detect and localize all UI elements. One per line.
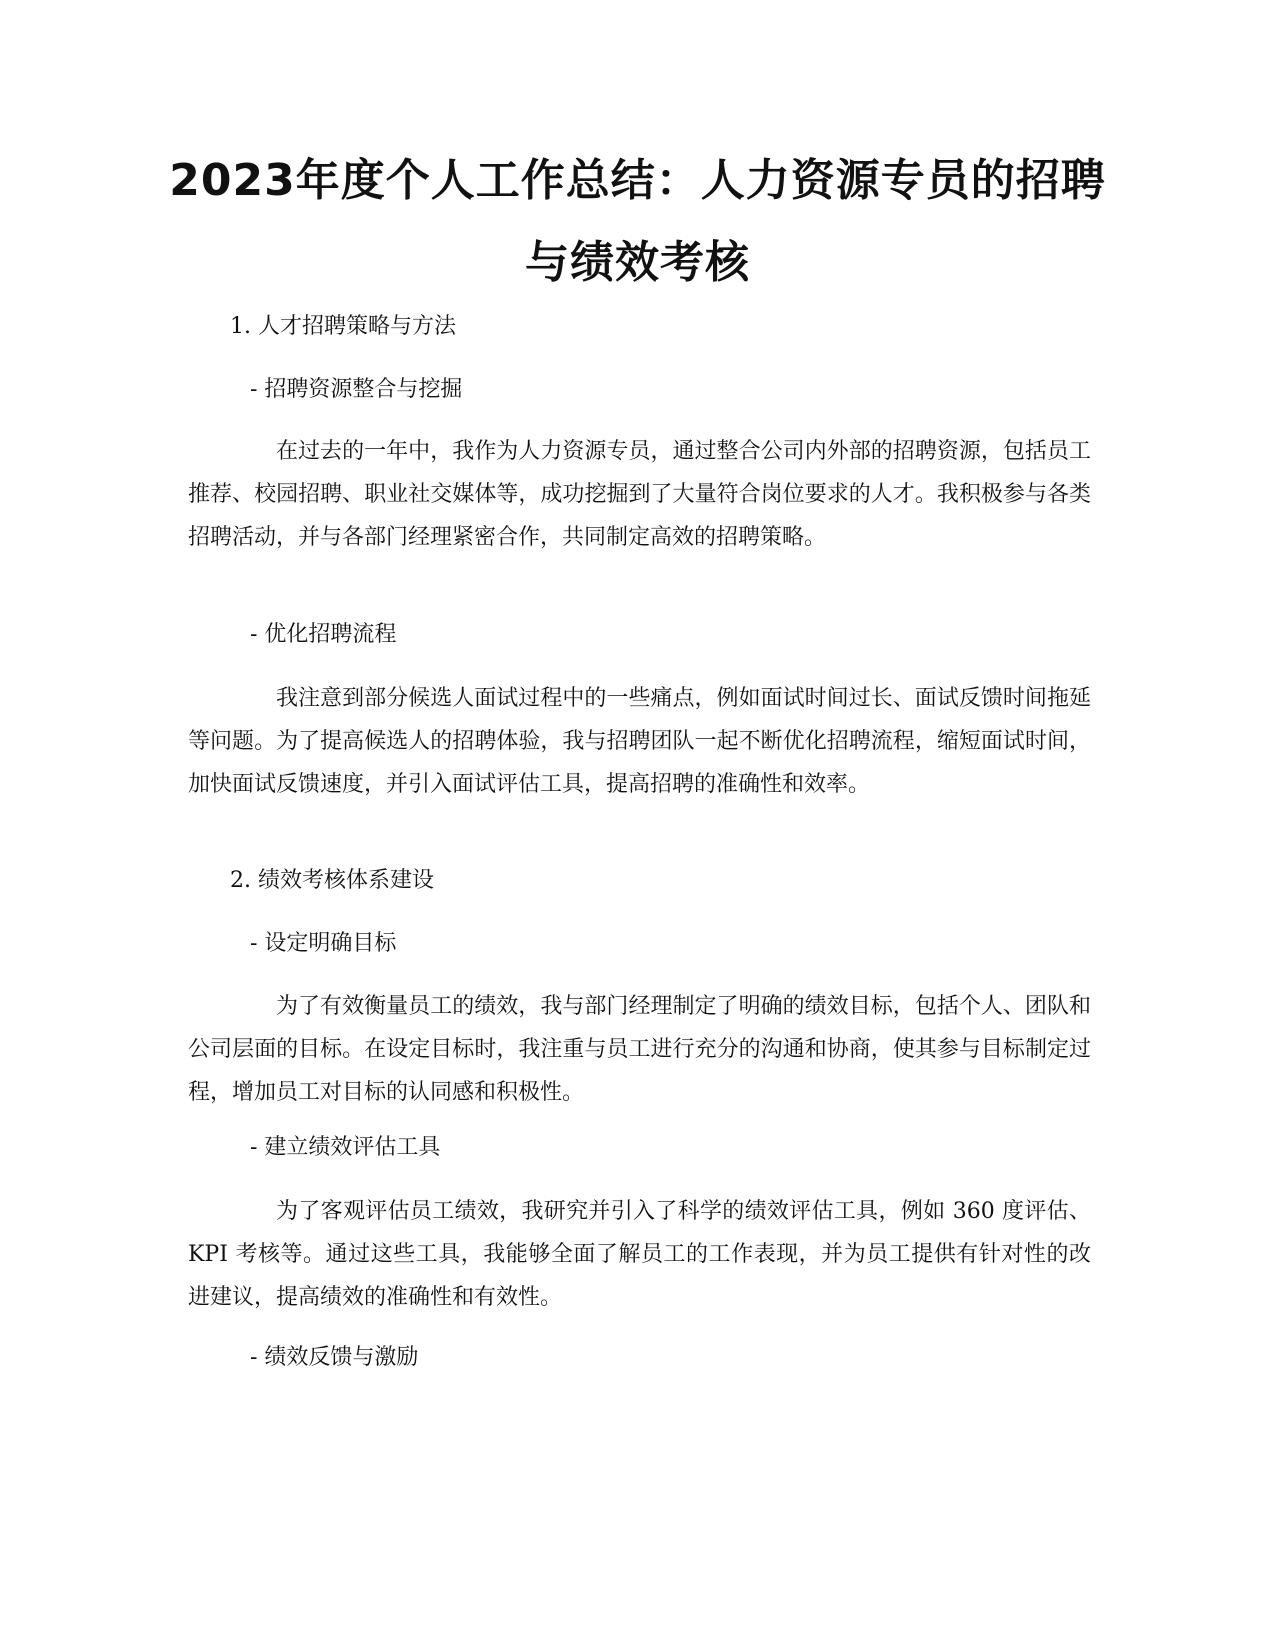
section-heading-1: 1. 人才招聘策略与方法 xyxy=(230,314,456,339)
subheading-recruiting-resources: - 招聘资源整合与挖掘 xyxy=(250,377,463,402)
subheading-evaluation-tools: - 建立绩效评估工具 xyxy=(250,1135,441,1160)
document-title: 2023年度个人工作总结：人力资源专员的招聘与绩效考核 xyxy=(169,155,1106,288)
subheading-set-goals: - 设定明确目标 xyxy=(250,931,397,956)
paragraph-set-goals: 为了有效衡量员工的绩效，我与部门经理制定了明确的绩效目标，包括个人、团队和公司层面的目标。在设定目标时，我注重与员工进行充分的沟通和协商，使其参与目标制定过程，增加员工对目标的认同感和积极性。 xyxy=(188,994,1091,1105)
paragraph-evaluation-tools: 为了客观评估员工绩效，我研究并引入了科学的绩效评估工具，例如 360 度评估、KPI 考核等。通过这些工具，我能够全面了解员工的工作表现，并为员工提供有针对性的改进建议，提高绩效的准确性和有效性。 xyxy=(188,1199,1091,1310)
paragraph-recruiting-resources: 在过去的一年中，我作为人力资源专员，通过整合公司内外部的招聘资源，包括员工推荐、校园招聘、职业社交媒体等，成功挖掘到了大量符合岗位要求的人才。我积极参与各类招聘活动，并与各部门经理紧密合作，共同制定高效的招聘策略。 xyxy=(188,439,1091,550)
section-heading-2: 2. 绩效考核体系建设 xyxy=(230,868,434,893)
paragraph-optimize-process: 我注意到部分候选人面试过程中的一些痛点，例如面试时间过长、面试反馈时间拖延等问题。为了提高候选人的招聘体验，我与招聘团队一起不断优化招聘流程，缩短面试时间，加快面试反馈速度，并引入面试评估工具，提高招聘的准确性和效率。 xyxy=(188,686,1091,797)
subheading-optimize-process: - 优化招聘流程 xyxy=(250,622,397,647)
subheading-feedback-incentives: - 绩效反馈与激励 xyxy=(250,1345,419,1370)
